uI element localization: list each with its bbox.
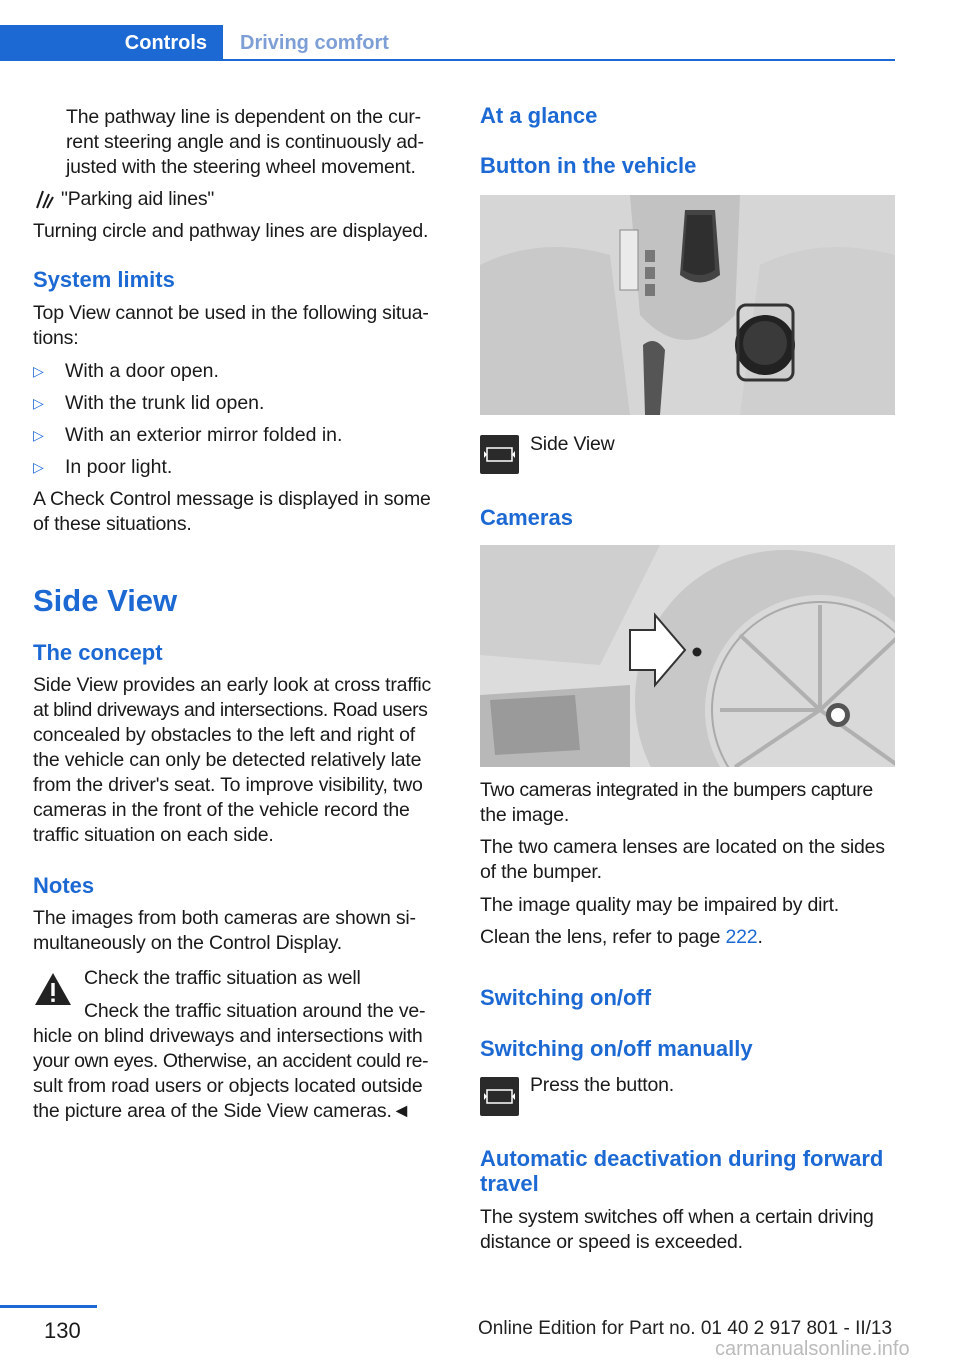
lenses-line: of the bumper. [480, 861, 602, 883]
quality-text: The image quality may be impaired by dirt. [480, 894, 840, 916]
system-limits-heading: System limits [33, 267, 175, 292]
parking-aid-description: Turning circle and pathway lines are displayed. [33, 220, 429, 242]
side-view-heading: Side View [33, 583, 178, 618]
pathway-line-1: The pathway line is dependent on the cur- [66, 106, 421, 128]
check-control-2: of these situations. [33, 513, 192, 535]
auto-deactivation-heading-2: travel [480, 1171, 539, 1196]
page-number: 130 [44, 1318, 81, 1343]
page-link[interactable]: 222 [725, 926, 758, 948]
warning-line: the picture area of the Side View cameras.◄ [33, 1100, 411, 1122]
bullet-triangle-icon: ▷ [33, 427, 44, 443]
warning-line: hicle on blind driveways and intersections with [33, 1025, 423, 1047]
header-rule [223, 59, 895, 61]
warning-title: Check the traffic situation as well [84, 967, 361, 989]
notes-line: The images from both cameras are shown si- [33, 907, 416, 929]
concept-line: Side View provides an early look at cross traffic [33, 674, 432, 696]
at-a-glance-heading: At a glance [480, 103, 598, 128]
page-header [0, 25, 895, 61]
bullet-triangle-icon: ▷ [33, 459, 44, 475]
button-in-vehicle-heading: Button in the vehicle [480, 153, 697, 178]
parking-aid-lines-icon [33, 188, 55, 215]
concept-line: concealed by obstacles to the left and right of [33, 724, 415, 746]
clean-lens-text: Clean the lens, refer to page 222. [480, 926, 763, 948]
cameras-line: the image. [480, 804, 570, 826]
tab-driving-comfort[interactable]: Driving comfort [240, 32, 389, 54]
manually-heading: Switching on/off manually [480, 1036, 753, 1061]
concept-line: the vehicle can only be detected relatively late [33, 749, 422, 771]
warning-icon [33, 971, 73, 1012]
warning-line: sult from road users or objects located outside [33, 1075, 423, 1097]
bullet-triangle-icon: ▷ [33, 363, 44, 379]
auto-deactivation-heading-1: Automatic deactivation during forward [480, 1146, 884, 1171]
check-control-1: A Check Control message is displayed in some [33, 488, 431, 510]
center-console-photo [480, 195, 895, 415]
lenses-line: The two camera lenses are located on the sides [480, 836, 885, 858]
cameras-line: Two cameras integrated in the bumpers capture [480, 779, 873, 801]
auto-deactivation-line: The system switches off when a certain driving [480, 1206, 874, 1228]
concept-line: from the driver's seat. To improve visibility, two [33, 774, 423, 796]
warning-line: your own eyes. Otherwise, an accident could re- [33, 1050, 429, 1072]
bullet-triangle-icon: ▷ [33, 395, 44, 411]
side-view-label: Side View [530, 433, 615, 455]
system-limits-intro-1: Top View cannot be used in the following situa- [33, 302, 429, 324]
pathway-line-3: justed with the steering wheel movement. [66, 156, 416, 178]
parking-aid-label: "Parking aid lines" [61, 188, 215, 210]
concept-heading: The concept [33, 640, 163, 665]
camera-location-photo [480, 545, 895, 767]
switching-heading: Switching on/off [480, 985, 652, 1010]
press-button-text: Press the button. [530, 1074, 675, 1096]
system-limits-intro-2: tions: [33, 327, 79, 349]
pathway-line-2: rent steering angle and is continuously ad- [66, 131, 424, 153]
watermark: carmanualsonline.info [715, 1338, 910, 1360]
edition-text: Online Edition for Part no. 01 40 2 917 801 - II/13 [478, 1318, 893, 1339]
concept-line: at blind driveways and intersections. Road users [33, 699, 428, 721]
cameras-heading: Cameras [480, 505, 573, 530]
concept-line: cameras in the front of the vehicle record the [33, 799, 410, 821]
side-view-button-icon[interactable] [480, 1077, 519, 1116]
side-view-button-icon[interactable] [480, 435, 519, 474]
notes-heading: Notes [33, 873, 95, 898]
warning-line: Check the traffic situation around the ve- [84, 1000, 426, 1022]
concept-line: traffic situation on each side. [33, 824, 274, 846]
notes-line: multaneously on the Control Display. [33, 932, 342, 954]
footer-rule [0, 1305, 97, 1308]
tab-controls[interactable]: Controls [0, 25, 223, 61]
auto-deactivation-line: distance or speed is exceeded. [480, 1231, 743, 1253]
